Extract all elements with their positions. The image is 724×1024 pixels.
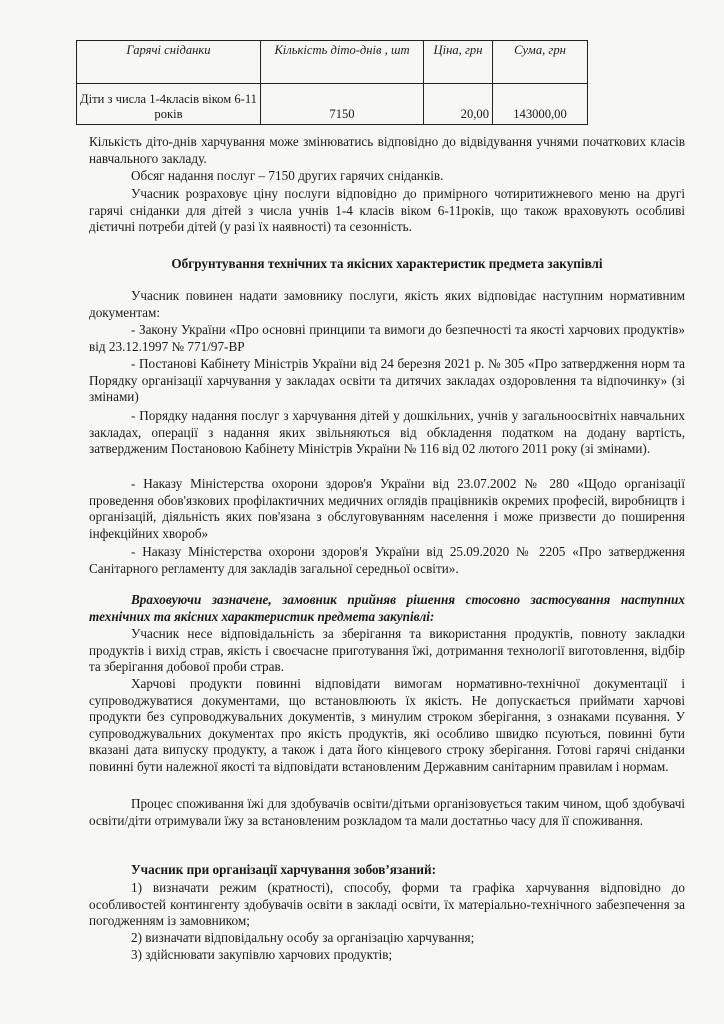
list-item: - Наказу Міністерства охорони здоров'я України від 25.09.2020 № 2205 «Про затвердження Санітарного регламенту для закладів загальної середньої освіти». bbox=[89, 544, 685, 576]
obligation-item: 2) визначати відповідальну особу за організацію харчування; bbox=[131, 930, 475, 945]
table-header-cell: Сума, грн bbox=[493, 41, 588, 84]
paragraph: Учасник повинен надати замовнику послуги, якість яких відповідає наступним нормативним документам: bbox=[89, 288, 685, 320]
obligation-item: 1) визначати режим (кратності), способу, форми та графіка харчування відповідно до особливостей контингенту здобувачів освіти в закладі освіти, їх матеріально-технічного забезпечення за погодженням із замовником; bbox=[89, 880, 685, 929]
list-item: - Порядку надання послуг з харчування дітей у дошкільних, учнів у загальноосвітніх навчальних закладах, операції з надання яких звільняються від обкладення податком на додану вартість, затвердженим Постановою Кабінету Міністрів України № 116 від 02 лютого 2011 року (зі змінами). bbox=[89, 408, 685, 457]
paragraph: Харчові продукти повинні відповідати вимогам нормативно-технічної документації і супроводжуватися документами, що встановлюють їх якість. Не допускається приймати харчові продукти без супроводжувальних документів, з минулим строком зберігання, з ознаками псування. У супроводжувальних документах про якість продуктів, які особливо швидко псуються, повинні бути вказані дата випуску продукту, а також і дата його кінцевого строку зберігання. Готові гарячі сніданки повинні бути належної якості та відповідати встановленим Державним санітарним правилам і нормам. bbox=[89, 676, 685, 774]
section-heading: Обгрунтування технічних та якісних характеристик предмета закупівлі bbox=[171, 256, 603, 271]
table-header-cell: Кількість діто-днів , шт bbox=[261, 41, 424, 84]
section-heading: Учасник при організації харчування зобов’язаний: bbox=[131, 862, 436, 877]
paragraph: Учасник несе відповідальність за зберігання та використання продуктів, повноту закладки продуктів і вихід страв, якість і своєчасне приготування їжі, дотримання технології виготовлення, відбір та зберігання добової проби страв. bbox=[89, 626, 685, 675]
decision-statement: Враховуючи зазначене, замовник прийняв рішення стосовно застосування наступних технічних та якісних характеристик предмета закупівлі: bbox=[89, 592, 685, 624]
list-item: - Закону України «Про основні принципи та вимоги до безпечності та якості харчових продуктів» від 23.12.1997 № 771/97-ВР bbox=[89, 322, 685, 354]
list-item: - Наказу Міністерства охорони здоров'я України від 23.07.2002 № 280 «Щодо організації проведення обов'язкових профілактичних медичних оглядів працівників окремих професій, виробництв і організацій, діяльність яких пов'язана з обслуговуванням населення і може призвести до поширення інфекційних хвороб» bbox=[89, 476, 685, 541]
obligation-item: 3) здійснювати закупівлю харчових продуктів; bbox=[131, 947, 393, 962]
table-header-cell: Ціна, грн bbox=[424, 41, 493, 84]
paragraph: Процес споживання їжі для здобувачів освіти/дітьми організовується таким чином, щоб здобувачі освіти/діти отримували їжу за встановленим розкладом та мали достатньо часу для її споживання. bbox=[89, 796, 685, 828]
table-row bbox=[77, 84, 588, 125]
paragraph: Учасник розраховує ціну послуги відповідно до примірного чотиритижневого меню на другі гарячі сніданки для дітей з числа учнів 1-4 класів віком 6-11років, що також враховують особливі дієтичні потреби дітей (у разі їх наявності) та сезонність. bbox=[89, 186, 685, 235]
table-header-row bbox=[77, 41, 588, 84]
services-table bbox=[76, 40, 588, 125]
paragraph: Обсяг надання послуг – 7150 других гарячих сніданків. bbox=[131, 168, 444, 183]
table-cell-name: Діти з числа 1-4класів віком 6-11 років bbox=[77, 84, 261, 125]
table-cell-sum: 143000,00 bbox=[493, 84, 588, 125]
table-cell-qty: 7150 bbox=[261, 84, 424, 125]
table-header-cell: Гарячі сніданки bbox=[77, 41, 261, 84]
list-item: - Постанові Кабінету Міністрів України від 24 березня 2021 р. № 305 «Про затвердження норм та Порядку організації харчування у закладах освіти та дитячих закладах оздоровлення та відпочинку» (зі змінами) bbox=[89, 356, 685, 405]
paragraph: Кількість діто-днів харчування може змінюватись відповідно до відвідування учнями початкових класів навчального закладу. bbox=[89, 134, 685, 166]
table-cell-price: 20,00 bbox=[424, 84, 493, 125]
